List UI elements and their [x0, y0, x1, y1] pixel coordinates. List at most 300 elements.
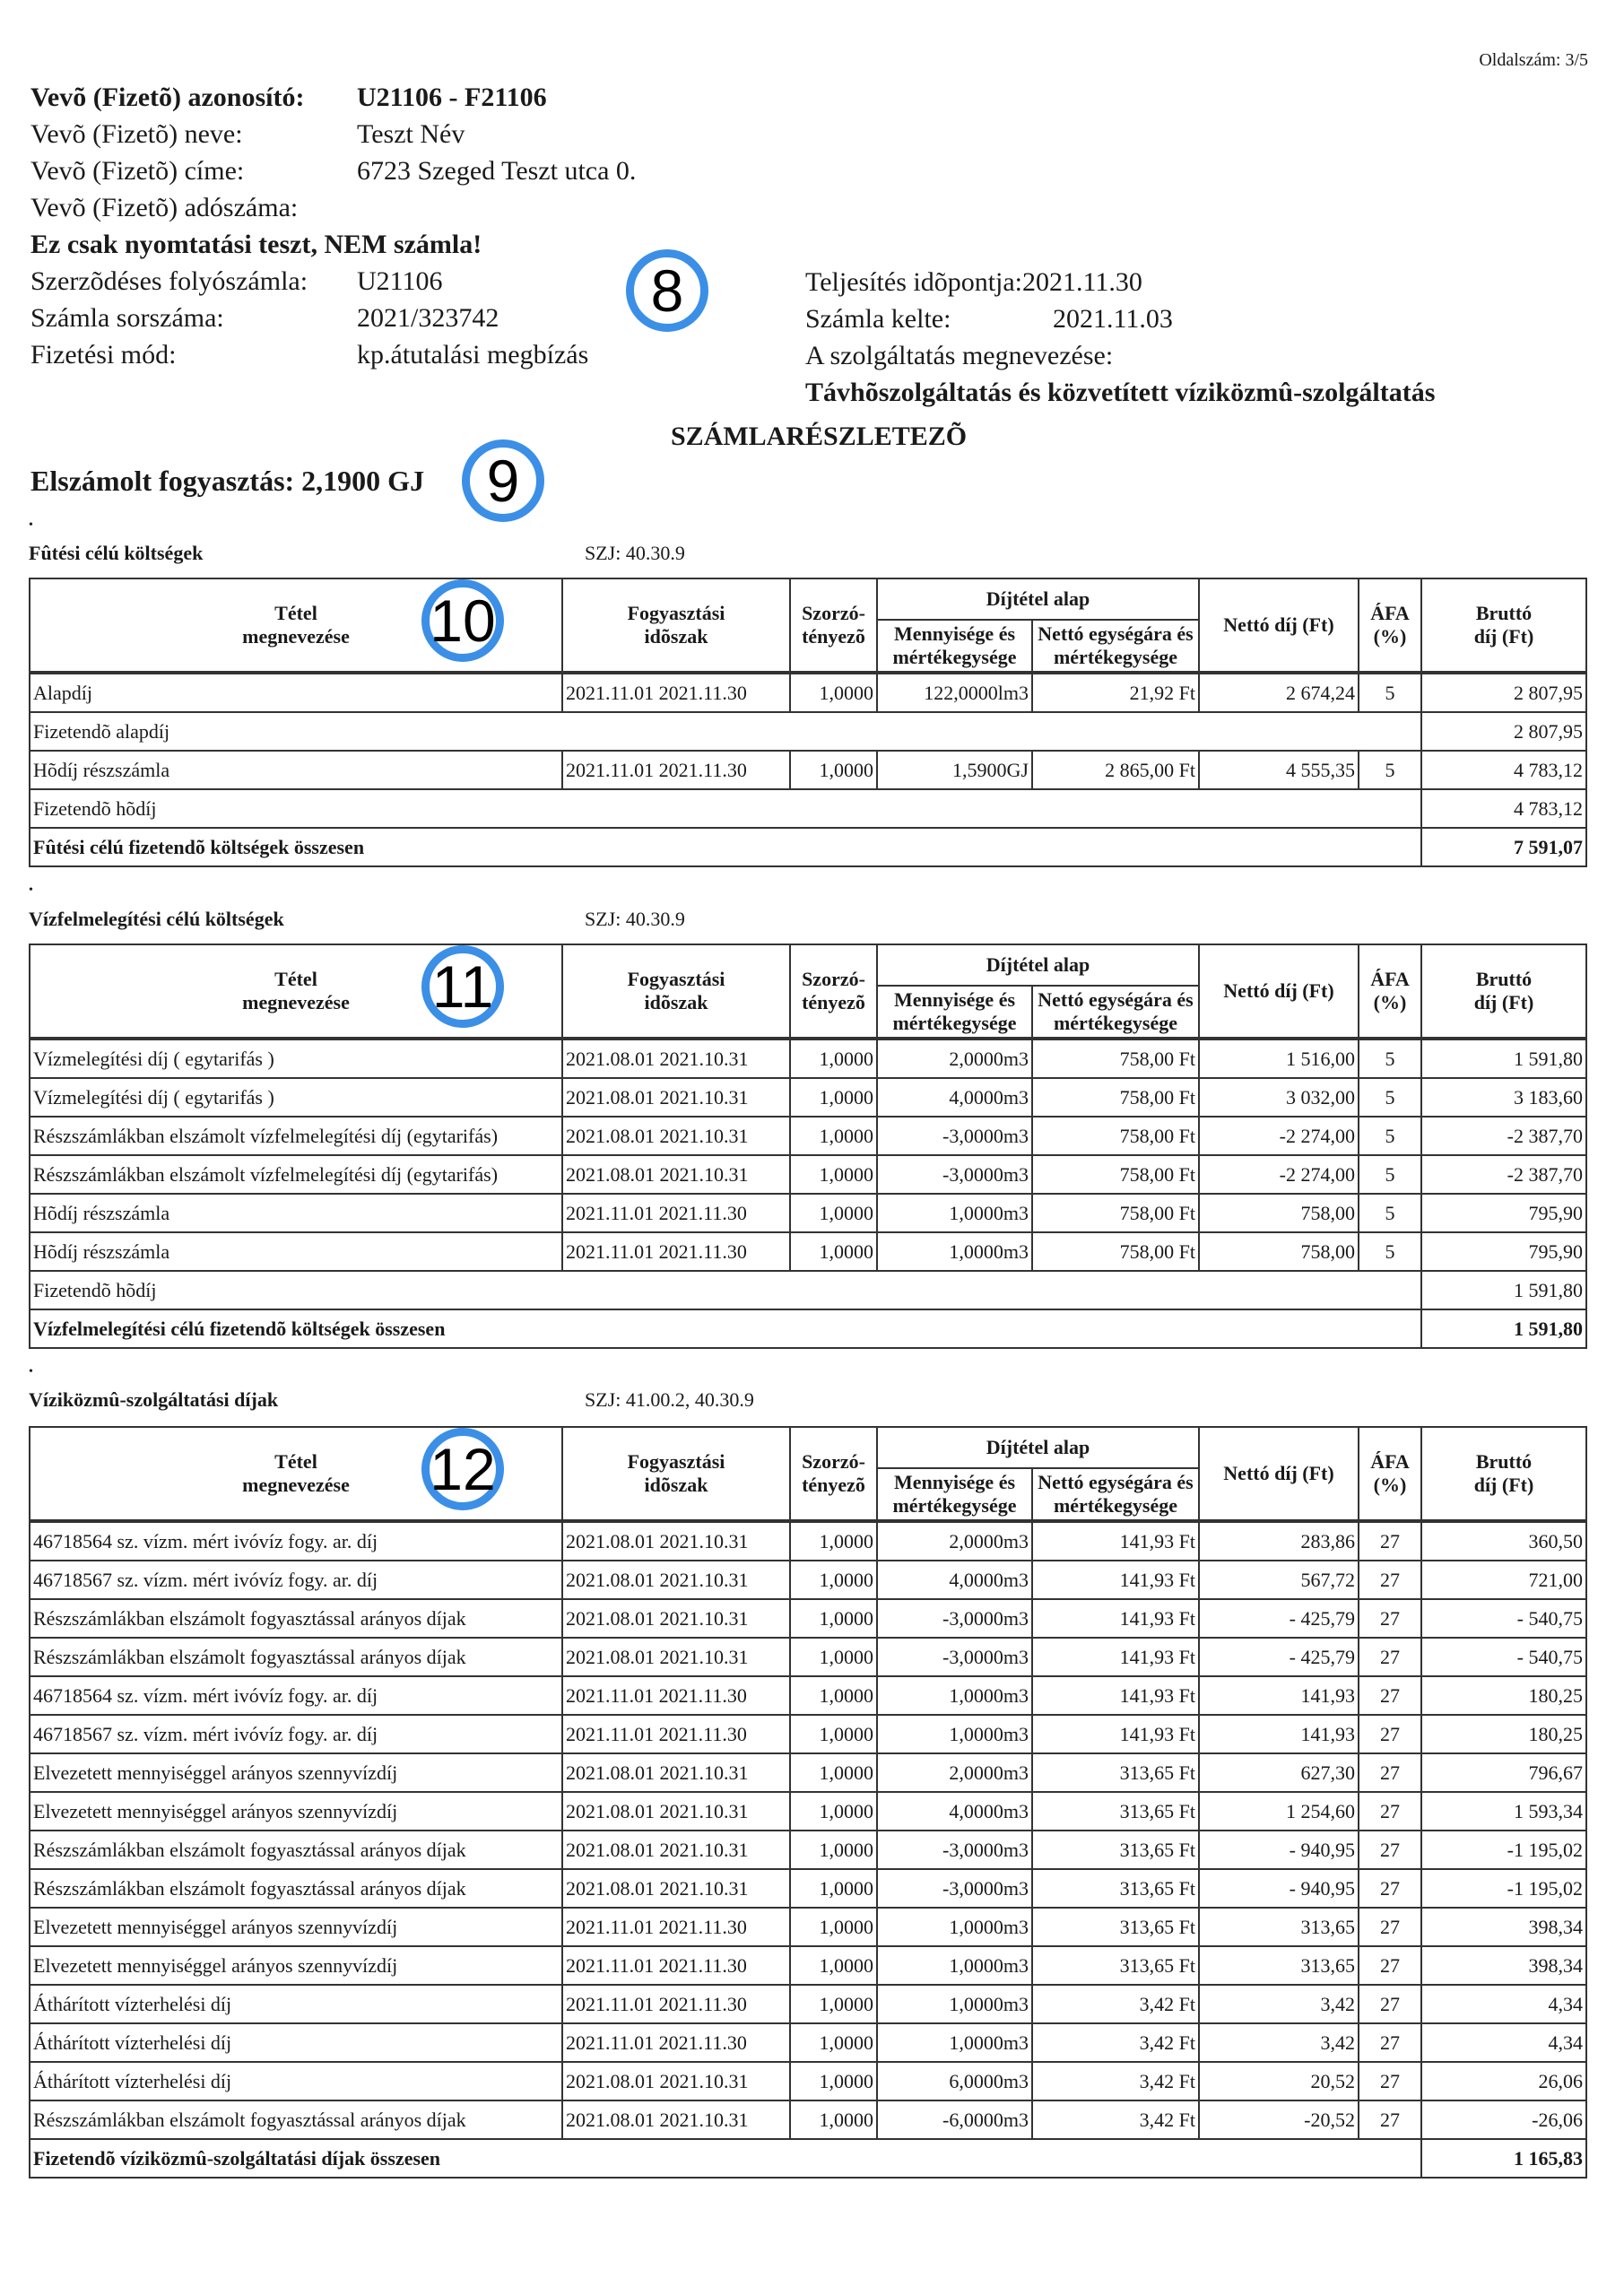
period: 2021.08.01 2021.10.31	[562, 1831, 790, 1869]
net-amount: 1 516,00	[1199, 1039, 1359, 1078]
fulfillment-date: 2021.11.30	[1022, 267, 1142, 297]
total-value: 1 165,83	[1421, 2139, 1586, 2178]
factor: 1,0000	[790, 1715, 877, 1753]
net-amount: 627,30	[1199, 1753, 1359, 1792]
unit-price: 758,00 Ft	[1032, 1078, 1199, 1117]
item-name: Vízmelegítési díj ( egytarifás )	[30, 1039, 562, 1078]
factor: 1,0000	[790, 1078, 877, 1117]
quantity: -3,0000m3	[877, 1155, 1032, 1194]
quantity: -3,0000m3	[877, 1831, 1032, 1869]
factor: 1,0000	[790, 1117, 877, 1155]
gross-amount: -1 195,02	[1421, 1869, 1586, 1908]
net-amount: - 425,79	[1199, 1599, 1359, 1638]
col-vat: ÁFA (%)	[1359, 944, 1421, 1039]
factor: 1,0000	[790, 1676, 877, 1715]
page-number: Oldalszám: 3/5	[1479, 50, 1588, 70]
quantity: 1,0000m3	[877, 2023, 1032, 2062]
net-amount: 141,93	[1199, 1676, 1359, 1715]
charges-table	[29, 578, 1587, 867]
table-row	[30, 1561, 1586, 1599]
vat-rate: 27	[1359, 1521, 1421, 1561]
net-amount: 3 032,00	[1199, 1078, 1359, 1117]
item-name: Részszámlákban elszámolt fogyasztással arányos díjak	[30, 1638, 562, 1676]
vat-rate: 27	[1359, 1985, 1421, 2023]
net-amount: -20,52	[1199, 2100, 1359, 2139]
factor: 1,0000	[790, 2062, 877, 2100]
unit-price: 758,00 Ft	[1032, 1117, 1199, 1155]
buyer-tax-label: Vevõ (Fizetõ) adószáma:	[30, 193, 299, 222]
contract-account-label: Szerzõdéses folyószámla:	[30, 266, 308, 296]
net-amount: 3,42	[1199, 2023, 1359, 2062]
gross-amount: 795,90	[1421, 1194, 1586, 1232]
total-label: Fûtési célú fizetendõ költségek összesen	[30, 828, 1421, 866]
col-period: Fogyasztási idõszak	[562, 944, 790, 1039]
item-name: Elvezetett mennyiséggel arányos szennyvízdíj	[30, 1792, 562, 1831]
net-amount: 1 254,60	[1199, 1792, 1359, 1831]
gross-amount: 360,50	[1421, 1521, 1586, 1561]
table-row	[30, 1521, 1586, 1561]
quantity: 6,0000m3	[877, 2062, 1032, 2100]
vat-rate: 27	[1359, 2023, 1421, 2062]
invoice-date: 2021.11.03	[1053, 304, 1173, 334]
invoice-number: 2021/323742	[357, 303, 499, 333]
subtotal-label: Fizetendõ hõdíj	[30, 1271, 1421, 1309]
gross-amount: 721,00	[1421, 1561, 1586, 1599]
gross-amount: 1 591,80	[1421, 1039, 1586, 1078]
total-value: 7 591,07	[1421, 828, 1586, 866]
total-row	[30, 1309, 1586, 1348]
period: 2021.08.01 2021.10.31	[562, 1078, 790, 1117]
unit-price: 141,93 Ft	[1032, 1599, 1199, 1638]
item-name: Áthárított vízterhelési díj	[30, 1985, 562, 2023]
col-factor: Szorzó- tényezõ	[790, 944, 877, 1039]
marker-label: 8	[650, 257, 684, 324]
vat-rate: 5	[1359, 1194, 1421, 1232]
col-quantity: Mennyisége és mértékegysége	[877, 986, 1032, 1039]
gross-amount: -26,06	[1421, 2100, 1586, 2139]
period: 2021.11.01 2021.11.30	[562, 1194, 790, 1232]
col-gross: Bruttó díj (Ft)	[1421, 1427, 1586, 1521]
factor: 1,0000	[790, 1155, 877, 1194]
factor: 1,0000	[790, 1561, 877, 1599]
subtotal-value: 4 783,12	[1421, 789, 1586, 828]
period: 2021.08.01 2021.10.31	[562, 1599, 790, 1638]
factor: 1,0000	[790, 1869, 877, 1908]
unit-price: 3,42 Ft	[1032, 1985, 1199, 2023]
col-vat: ÁFA (%)	[1359, 578, 1421, 673]
net-amount: 2 674,24	[1199, 673, 1359, 712]
gross-amount: 4,34	[1421, 1985, 1586, 2023]
col-period: Fogyasztási idõszak	[562, 578, 790, 673]
unit-price: 313,65 Ft	[1032, 1946, 1199, 1985]
period: 2021.08.01 2021.10.31	[562, 1155, 790, 1194]
vat-rate: 27	[1359, 1908, 1421, 1946]
period: 2021.11.01 2021.11.30	[562, 1232, 790, 1271]
period: 2021.08.01 2021.10.31	[562, 2100, 790, 2139]
period: 2021.11.01 2021.11.30	[562, 1985, 790, 2023]
period: 2021.11.01 2021.11.30	[562, 1908, 790, 1946]
period: 2021.11.01 2021.11.30	[562, 1946, 790, 1985]
subtotal-row	[30, 789, 1586, 828]
dot: •	[29, 1365, 33, 1378]
quantity: 1,0000m3	[877, 1946, 1032, 1985]
buyer-id: U21106 - F21106	[357, 83, 547, 112]
period: 2021.11.01 2021.11.30	[562, 1715, 790, 1753]
unit-price: 3,42 Ft	[1032, 2100, 1199, 2139]
gross-amount: 180,25	[1421, 1715, 1586, 1753]
gross-amount: 795,90	[1421, 1232, 1586, 1271]
col-vat: ÁFA (%)	[1359, 1427, 1421, 1521]
payment-method: kp.átutalási megbízás	[357, 340, 589, 370]
gross-amount: 796,67	[1421, 1753, 1586, 1792]
vat-rate: 5	[1359, 1155, 1421, 1194]
unit-price: 758,00 Ft	[1032, 1155, 1199, 1194]
vat-rate: 27	[1359, 2062, 1421, 2100]
total-label: Fizetendõ víziközmû-szolgáltatási díjak összesen	[30, 2139, 1421, 2178]
item-name: Vízmelegítési díj ( egytarifás )	[30, 1078, 562, 1117]
quantity: 1,0000m3	[877, 1715, 1032, 1753]
unit-price: 313,65 Ft	[1032, 1753, 1199, 1792]
unit-price: 758,00 Ft	[1032, 1039, 1199, 1078]
item-name: 46718564 sz. vízm. mért ivóvíz fogy. ar. díj	[30, 1521, 562, 1561]
quantity: -3,0000m3	[877, 1869, 1032, 1908]
gross-amount: -1 195,02	[1421, 1831, 1586, 1869]
quantity: 4,0000m3	[877, 1561, 1032, 1599]
table-row	[30, 2062, 1586, 2100]
charges-table	[29, 1426, 1587, 2179]
section-title-utility: Víziközmû-szolgáltatási díjak	[29, 1388, 279, 1411]
item-name: Áthárított vízterhelési díj	[30, 2062, 562, 2100]
vat-rate: 27	[1359, 1715, 1421, 1753]
section-szj-utility: SZJ: 41.00.2, 40.30.9	[585, 1388, 754, 1411]
col-net: Nettó díj (Ft)	[1199, 944, 1359, 1039]
gross-amount: 398,34	[1421, 1946, 1586, 1985]
unit-price: 758,00 Ft	[1032, 1232, 1199, 1271]
period: 2021.11.01 2021.11.30	[562, 751, 790, 789]
quantity: -3,0000m3	[877, 1599, 1032, 1638]
factor: 1,0000	[790, 1599, 877, 1638]
quantity: -3,0000m3	[877, 1117, 1032, 1155]
unit-price: 141,93 Ft	[1032, 1676, 1199, 1715]
col-item: Tétel megnevezése	[30, 578, 562, 673]
table-row	[30, 1908, 1586, 1946]
col-unit-price: Nettó egységára és mértékegysége	[1032, 620, 1199, 673]
col-net: Nettó díj (Ft)	[1199, 578, 1359, 673]
table-row	[30, 1117, 1586, 1155]
annotation-marker-10: 10	[421, 579, 504, 662]
total-label: Vízfelmelegítési célú fizetendõ költségek összesen	[30, 1309, 1421, 1348]
item-name: Részszámlákban elszámolt fogyasztással arányos díjak	[30, 1831, 562, 1869]
net-amount: 313,65	[1199, 1908, 1359, 1946]
annotation-marker-12: 12	[421, 1428, 504, 1510]
quantity: 1,5900GJ	[877, 751, 1032, 789]
table-row	[30, 1194, 1586, 1232]
period: 2021.08.01 2021.10.31	[562, 1521, 790, 1561]
factor: 1,0000	[790, 1985, 877, 2023]
table-row	[30, 751, 1586, 789]
service-name: Távhõszolgáltatás és közvetített víziközmû-szolgáltatás	[805, 378, 1436, 407]
table-row	[30, 1831, 1586, 1869]
factor: 1,0000	[790, 1831, 877, 1869]
item-name: Részszámlákban elszámolt vízfelmelegítési díj (egytarifás)	[30, 1155, 562, 1194]
table-row	[30, 1792, 1586, 1831]
gross-amount: - 540,75	[1421, 1638, 1586, 1676]
unit-price: 141,93 Ft	[1032, 1715, 1199, 1753]
buyer-address-label: Vevõ (Fizetõ) címe:	[30, 156, 245, 186]
factor: 1,0000	[790, 2100, 877, 2139]
total-value: 1 591,80	[1421, 1309, 1586, 1348]
table-row	[30, 1232, 1586, 1271]
vat-rate: 27	[1359, 1946, 1421, 1985]
period: 2021.08.01 2021.10.31	[562, 1753, 790, 1792]
gross-amount: 2 807,95	[1421, 673, 1586, 712]
net-amount: - 425,79	[1199, 1638, 1359, 1676]
vat-rate: 27	[1359, 1831, 1421, 1869]
period: 2021.08.01 2021.10.31	[562, 1869, 790, 1908]
vat-rate: 5	[1359, 1117, 1421, 1155]
table-row	[30, 1715, 1586, 1753]
net-amount: 20,52	[1199, 2062, 1359, 2100]
gross-amount: 3 183,60	[1421, 1078, 1586, 1117]
factor: 1,0000	[790, 1908, 877, 1946]
section-szj-water-heating: SZJ: 40.30.9	[585, 908, 685, 930]
gross-amount: 1 593,34	[1421, 1792, 1586, 1831]
net-amount: 141,93	[1199, 1715, 1359, 1753]
vat-rate: 5	[1359, 1039, 1421, 1078]
item-name: Elvezetett mennyiséggel arányos szennyvízdíj	[30, 1946, 562, 1985]
buyer-info	[30, 79, 636, 373]
table-row	[30, 2023, 1586, 2062]
quantity: 2,0000m3	[877, 1753, 1032, 1792]
net-amount: -2 274,00	[1199, 1117, 1359, 1155]
vat-rate: 27	[1359, 2100, 1421, 2139]
factor: 1,0000	[790, 1521, 877, 1561]
invoice-dates	[805, 264, 1435, 411]
unit-price: 313,65 Ft	[1032, 1869, 1199, 1908]
quantity: 122,0000lm3	[877, 673, 1032, 712]
col-quantity: Mennyisége és mértékegysége	[877, 1468, 1032, 1521]
vat-rate: 27	[1359, 1638, 1421, 1676]
table-row	[30, 1638, 1586, 1676]
period: 2021.11.01 2021.11.30	[562, 1676, 790, 1715]
col-gross: Bruttó díj (Ft)	[1421, 944, 1586, 1039]
table-row	[30, 1039, 1586, 1078]
gross-amount: 398,34	[1421, 1908, 1586, 1946]
quantity: 2,0000m3	[877, 1039, 1032, 1078]
invoice-date-label: Számla kelte:	[805, 304, 951, 334]
period: 2021.08.01 2021.10.31	[562, 1792, 790, 1831]
vat-rate: 27	[1359, 1561, 1421, 1599]
subtotal-label: Fizetendõ alapdíj	[30, 712, 1421, 751]
gross-amount: -2 387,70	[1421, 1155, 1586, 1194]
vat-rate: 27	[1359, 1676, 1421, 1715]
dot: •	[29, 518, 33, 532]
buyer-name: Teszt Név	[357, 119, 465, 149]
col-rate-base: Díjtétel alap	[877, 1427, 1199, 1468]
unit-price: 313,65 Ft	[1032, 1792, 1199, 1831]
gross-amount: 180,25	[1421, 1676, 1586, 1715]
unit-price: 313,65 Ft	[1032, 1831, 1199, 1869]
item-name: Elvezetett mennyiséggel arányos szennyvízdíj	[30, 1908, 562, 1946]
unit-price: 141,93 Ft	[1032, 1638, 1199, 1676]
gross-amount: - 540,75	[1421, 1599, 1586, 1638]
marker-label: 9	[486, 448, 520, 514]
subtotal-row	[30, 712, 1586, 751]
col-gross: Bruttó díj (Ft)	[1421, 578, 1586, 673]
payment-method-label: Fizetési mód:	[30, 340, 177, 370]
dot: •	[29, 883, 33, 897]
section-szj-heating: SZJ: 40.30.9	[585, 542, 685, 564]
table-row	[30, 1155, 1586, 1194]
header-row	[30, 944, 1586, 986]
period: 2021.11.01 2021.11.30	[562, 2023, 790, 2062]
annotation-marker-9	[462, 439, 544, 522]
col-factor: Szorzó- tényezõ	[790, 1427, 877, 1521]
item-name: Alapdíj	[30, 673, 562, 712]
item-name: Részszámlákban elszámolt fogyasztással arányos díjak	[30, 1599, 562, 1638]
factor: 1,0000	[790, 1792, 877, 1831]
section-title-heating: Fûtési célú költségek	[29, 542, 204, 564]
gross-amount: 4,34	[1421, 2023, 1586, 2062]
unit-price: 3,42 Ft	[1032, 2023, 1199, 2062]
total-row	[30, 828, 1586, 866]
unit-price: 2 865,00 Ft	[1032, 751, 1199, 789]
net-amount: 313,65	[1199, 1946, 1359, 1985]
annotation-marker-8	[626, 249, 708, 332]
item-name: Részszámlákban elszámolt fogyasztással arányos díjak	[30, 1869, 562, 1908]
charges-table	[29, 944, 1587, 1349]
factor: 1,0000	[790, 673, 877, 712]
buyer-name-label: Vevõ (Fizetõ) neve:	[30, 119, 243, 149]
page-title: SZÁMLARÉSZLETEZÕ	[671, 422, 968, 451]
net-amount: 758,00	[1199, 1232, 1359, 1271]
buyer-address: 6723 Szeged Teszt utca 0.	[357, 156, 637, 186]
quantity: 1,0000m3	[877, 1908, 1032, 1946]
table-row	[30, 2100, 1586, 2139]
net-amount: 283,86	[1199, 1521, 1359, 1561]
quantity: 4,0000m3	[877, 1792, 1032, 1831]
net-amount: 4 555,35	[1199, 751, 1359, 789]
col-unit-price: Nettó egységára és mértékegysége	[1032, 986, 1199, 1039]
total-row	[30, 2139, 1586, 2178]
item-name: Részszámlákban elszámolt vízfelmelegítési díj (egytarifás)	[30, 1117, 562, 1155]
item-name: Hõdíj részszámla	[30, 1232, 562, 1271]
period: 2021.08.01 2021.10.31	[562, 2062, 790, 2100]
quantity: 1,0000m3	[877, 1194, 1032, 1232]
consumption-summary: Elszámolt fogyasztás: 2,1900 GJ	[30, 465, 425, 497]
vat-rate: 5	[1359, 673, 1421, 712]
quantity: -3,0000m3	[877, 1638, 1032, 1676]
test-notice: Ez csak nyomtatási teszt, NEM számla!	[30, 230, 482, 259]
net-amount: 3,42	[1199, 1985, 1359, 2023]
col-period: Fogyasztási idõszak	[562, 1427, 790, 1521]
section-title-water-heating: Vízfelmelegítési célú költségek	[29, 908, 284, 930]
contract-account: U21106	[357, 266, 443, 296]
gross-amount: 4 783,12	[1421, 751, 1586, 789]
factor: 1,0000	[790, 1039, 877, 1078]
table-row	[30, 1078, 1586, 1117]
factor: 1,0000	[790, 1946, 877, 1985]
item-name: 46718564 sz. vízm. mért ivóvíz fogy. ar. díj	[30, 1676, 562, 1715]
item-name: Részszámlákban elszámolt fogyasztással arányos díjak	[30, 2100, 562, 2139]
item-name: Hõdíj részszámla	[30, 751, 562, 789]
period: 2021.08.01 2021.10.31	[562, 1561, 790, 1599]
vat-rate: 27	[1359, 1753, 1421, 1792]
invoice-number-label: Számla sorszáma:	[30, 303, 224, 333]
vat-rate: 27	[1359, 1869, 1421, 1908]
gross-amount: -2 387,70	[1421, 1117, 1586, 1155]
table-row	[30, 1676, 1586, 1715]
unit-price: 141,93 Ft	[1032, 1521, 1199, 1561]
vat-rate: 27	[1359, 1792, 1421, 1831]
quantity: 4,0000m3	[877, 1078, 1032, 1117]
factor: 1,0000	[790, 1638, 877, 1676]
col-item: Tétel megnevezése	[30, 944, 562, 1039]
period: 2021.08.01 2021.10.31	[562, 1117, 790, 1155]
col-item: Tétel megnevezése	[30, 1427, 562, 1521]
vat-rate: 5	[1359, 1232, 1421, 1271]
table-row	[30, 1599, 1586, 1638]
net-amount: 567,72	[1199, 1561, 1359, 1599]
annotation-marker-11: 11	[421, 945, 504, 1028]
net-amount: - 940,95	[1199, 1831, 1359, 1869]
net-amount: 758,00	[1199, 1194, 1359, 1232]
table-row	[30, 1753, 1586, 1792]
item-name: 46718567 sz. vízm. mért ivóvíz fogy. ar. díj	[30, 1715, 562, 1753]
table-row	[30, 673, 1586, 712]
net-amount: -2 274,00	[1199, 1155, 1359, 1194]
item-name: Áthárított vízterhelési díj	[30, 2023, 562, 2062]
col-rate-base: Díjtétel alap	[877, 944, 1199, 986]
item-name: 46718567 sz. vízm. mért ivóvíz fogy. ar. díj	[30, 1561, 562, 1599]
unit-price: 21,92 Ft	[1032, 673, 1199, 712]
quantity: 2,0000m3	[877, 1521, 1032, 1561]
gross-amount: 26,06	[1421, 2062, 1586, 2100]
vat-rate: 27	[1359, 1599, 1421, 1638]
header-row	[30, 1427, 1586, 1468]
table-row	[30, 1869, 1586, 1908]
vat-rate: 5	[1359, 751, 1421, 789]
vat-rate: 5	[1359, 1078, 1421, 1117]
subtotal-label: Fizetendõ hõdíj	[30, 789, 1421, 828]
col-rate-base: Díjtétel alap	[877, 578, 1199, 620]
unit-price: 758,00 Ft	[1032, 1194, 1199, 1232]
period: 2021.08.01 2021.10.31	[562, 1638, 790, 1676]
col-net: Nettó díj (Ft)	[1199, 1427, 1359, 1521]
factor: 1,0000	[790, 1194, 877, 1232]
factor: 1,0000	[790, 751, 877, 789]
table-row	[30, 1985, 1586, 2023]
quantity: -6,0000m3	[877, 2100, 1032, 2139]
factor: 1,0000	[790, 2023, 877, 2062]
period: 2021.11.01 2021.11.30	[562, 673, 790, 712]
factor: 1,0000	[790, 1232, 877, 1271]
period: 2021.08.01 2021.10.31	[562, 1039, 790, 1078]
unit-price: 3,42 Ft	[1032, 2062, 1199, 2100]
buyer-id-label: Vevõ (Fizetõ) azonosító:	[30, 83, 305, 112]
subtotal-value: 2 807,95	[1421, 712, 1586, 751]
item-name: Hõdíj részszámla	[30, 1194, 562, 1232]
factor: 1,0000	[790, 1753, 877, 1792]
col-factor: Szorzó- tényezõ	[790, 578, 877, 673]
quantity: 1,0000m3	[877, 1676, 1032, 1715]
item-name: Elvezetett mennyiséggel arányos szennyvízdíj	[30, 1753, 562, 1792]
col-quantity: Mennyisége és mértékegysége	[877, 620, 1032, 673]
quantity: 1,0000m3	[877, 1232, 1032, 1271]
col-unit-price: Nettó egységára és mértékegysége	[1032, 1468, 1199, 1521]
unit-price: 313,65 Ft	[1032, 1908, 1199, 1946]
service-label: A szolgáltatás megnevezése:	[805, 341, 1114, 370]
